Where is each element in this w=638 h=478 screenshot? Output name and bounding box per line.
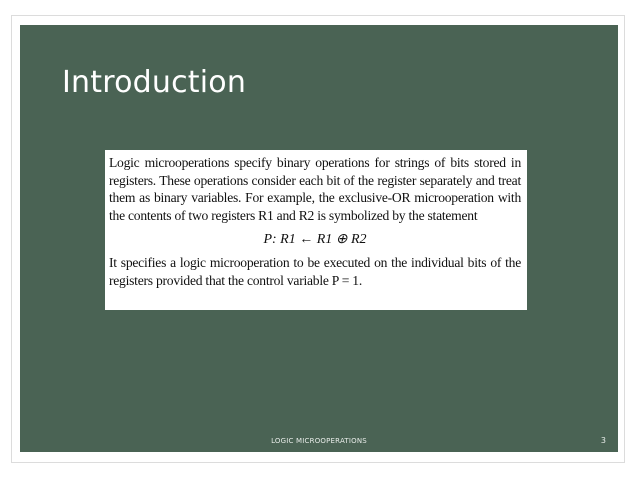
equation: P: R1 ← R1 ⊕ R2: [263, 232, 367, 247]
page-number: 3: [600, 436, 606, 445]
body-paragraph-2: It specifies a logic microoperation to be executed on the individual bits of the registers provided that the control variable P = 1.: [109, 255, 521, 288]
content-image-box: [105, 150, 527, 310]
slide-title: Introduction: [62, 65, 247, 100]
footer-title: LOGIC MICROOPERATIONS: [271, 437, 367, 445]
body-paragraph-1: Logic microoperations specify binary operations for strings of bits stored in registers. These operations consider each bit of the register separately and treat them as binary variables. For example, the exclusive-OR microoperation with the contents of two registers R1 and R2 is symbolized by the statement: [109, 155, 521, 223]
slide: [20, 25, 618, 452]
